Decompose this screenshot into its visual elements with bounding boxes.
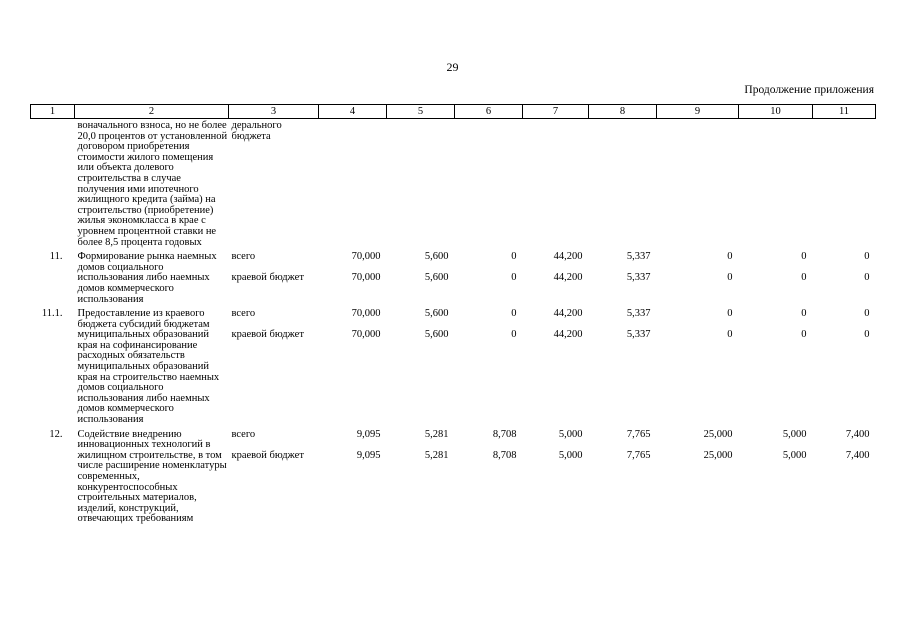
value: 5,281 — [424, 428, 449, 440]
value — [657, 121, 733, 142]
value-cell — [657, 248, 739, 305]
value: 0 — [801, 308, 807, 320]
value: 0 — [511, 329, 517, 341]
value: 5,337 — [626, 308, 651, 320]
value: 44,200 — [553, 329, 583, 341]
value-cell — [657, 119, 739, 249]
value — [523, 121, 583, 142]
value-cell — [813, 305, 876, 426]
value: 0 — [727, 272, 733, 284]
value: 70,000 — [351, 251, 381, 263]
value: 25,000 — [703, 428, 733, 440]
value: 5,000 — [558, 449, 583, 461]
value: 0 — [864, 308, 870, 320]
funding-source-label: всего — [231, 428, 256, 440]
row-number — [31, 119, 75, 249]
value-cell — [523, 305, 589, 426]
value: 0 — [864, 251, 870, 263]
value-cell — [523, 248, 589, 305]
value-cell — [319, 119, 387, 249]
header-cell: 1 — [31, 105, 75, 119]
value-cell — [455, 248, 523, 305]
value — [319, 121, 381, 142]
measure-name: воначального взноса, но не более 20,0 процентов от установленной договором приобретения стоимости жилого помещения или объекта долевого строительства в случае получения ими ипотечного жилищного кредита (займа) на строительство (приобретение) жилья экономкласса в крае с уровнем процентной ставки не более 8,5 процента годовых — [77, 120, 228, 248]
funding-source — [229, 305, 319, 426]
value-cell — [319, 305, 387, 426]
header-cell: 2 — [75, 105, 229, 119]
value: 44,200 — [553, 251, 583, 263]
value: 7,400 — [845, 449, 870, 461]
value: 9,095 — [356, 428, 381, 440]
value — [387, 121, 449, 142]
table-row — [31, 305, 876, 426]
value: 0 — [801, 251, 807, 263]
value: 7,765 — [626, 428, 651, 440]
value: 5,337 — [626, 329, 651, 341]
value-cell — [387, 426, 455, 525]
value-cell — [813, 119, 876, 249]
value — [455, 121, 517, 142]
value: 44,200 — [553, 272, 583, 284]
value-cell — [523, 426, 589, 525]
measure-name: Содействие внедрению инновационных технологий в жилищном строительстве, в том числе расширение номенклатуры современных, конкурентоспособных строительных материалов, изделий, конструкций, отвечающих требованиям — [77, 428, 227, 525]
table-row — [31, 248, 876, 305]
header-cell: 8 — [589, 105, 657, 119]
value: 5,000 — [558, 428, 583, 440]
value-cell — [589, 305, 657, 426]
value: 5,337 — [626, 272, 651, 284]
funding-source-label: дерального бюджета — [231, 120, 282, 142]
funding-source-label: краевой бюджет — [231, 329, 304, 341]
value — [589, 121, 651, 142]
value-cell — [455, 426, 523, 525]
funding-source-label: всего — [231, 251, 256, 263]
funding-source-label: краевой бюджет — [231, 272, 304, 284]
value — [813, 121, 870, 142]
value: 0 — [511, 251, 517, 263]
value: 0 — [801, 329, 807, 341]
continuation-label: Продолжение приложения — [744, 84, 874, 96]
value-cell — [657, 305, 739, 426]
header-cell: 9 — [657, 105, 739, 119]
value: 5,600 — [424, 329, 449, 341]
value: 0 — [864, 329, 870, 341]
value-cell — [523, 119, 589, 249]
value: 0 — [864, 272, 870, 284]
funding-source-label: краевой бюджет — [231, 449, 304, 461]
value: 70,000 — [351, 272, 381, 284]
value: 0 — [511, 308, 517, 320]
value: 70,000 — [351, 308, 381, 320]
row-number: 12. — [49, 428, 63, 440]
value-cell — [739, 248, 813, 305]
value-cell — [589, 426, 657, 525]
value-cell — [455, 305, 523, 426]
header-cell: 4 — [319, 105, 387, 119]
value: 0 — [801, 272, 807, 284]
value: 5,337 — [626, 251, 651, 263]
appendix-table — [30, 104, 876, 525]
value: 7,400 — [845, 428, 870, 440]
value: 70,000 — [351, 329, 381, 341]
funding-source — [229, 426, 319, 525]
page-number: 29 — [446, 60, 459, 74]
value: 0 — [727, 329, 733, 341]
value: 5,600 — [424, 272, 449, 284]
funding-source — [229, 248, 319, 305]
table-row — [31, 426, 876, 525]
value-cell — [319, 248, 387, 305]
value-cell — [589, 248, 657, 305]
value: 5,000 — [782, 449, 807, 461]
value: 25,000 — [703, 449, 733, 461]
value: 5,600 — [424, 251, 449, 263]
value-cell — [589, 119, 657, 249]
value: 5,600 — [424, 308, 449, 320]
row-number: 11. — [49, 251, 63, 263]
value: 5,281 — [424, 449, 449, 461]
measure-name: Предоставление из краевого бюджета субсидий бюджетам муниципальных образований края на софинансирование расходных обязательств муниципальных образований края на строительство наемных домов социального использования либо наемных домов коммерческого использования — [77, 308, 220, 426]
value: 9,095 — [356, 449, 381, 461]
header-row — [31, 105, 876, 119]
value-cell — [387, 119, 455, 249]
value — [739, 121, 807, 142]
value-cell — [657, 426, 739, 525]
value: 8,708 — [492, 428, 517, 440]
table-row — [31, 119, 876, 249]
header-cell: 5 — [387, 105, 455, 119]
measure-name: Формирование рынка наемных домов социального использования либо наемных домов коммерческого использования — [77, 251, 217, 305]
value-cell — [813, 248, 876, 305]
value: 7,765 — [626, 449, 651, 461]
value-cell — [739, 119, 813, 249]
header-cell: 10 — [739, 105, 813, 119]
value-cell — [387, 248, 455, 305]
value-cell — [739, 305, 813, 426]
value-cell — [739, 426, 813, 525]
header-cell: 3 — [229, 105, 319, 119]
header-cell: 11 — [813, 105, 876, 119]
value-cell — [455, 119, 523, 249]
header-cell: 7 — [523, 105, 589, 119]
value: 44,200 — [553, 308, 583, 320]
funding-source-label: всего — [231, 308, 256, 320]
funding-source — [229, 119, 319, 249]
value-cell — [319, 426, 387, 525]
row-number: 11.1. — [41, 308, 63, 320]
value: 8,708 — [492, 449, 517, 461]
value: 5,000 — [782, 428, 807, 440]
value-cell — [387, 305, 455, 426]
value: 0 — [727, 308, 733, 320]
value: 0 — [727, 251, 733, 263]
value: 0 — [511, 272, 517, 284]
value-cell — [813, 426, 876, 525]
header-cell: 6 — [455, 105, 523, 119]
